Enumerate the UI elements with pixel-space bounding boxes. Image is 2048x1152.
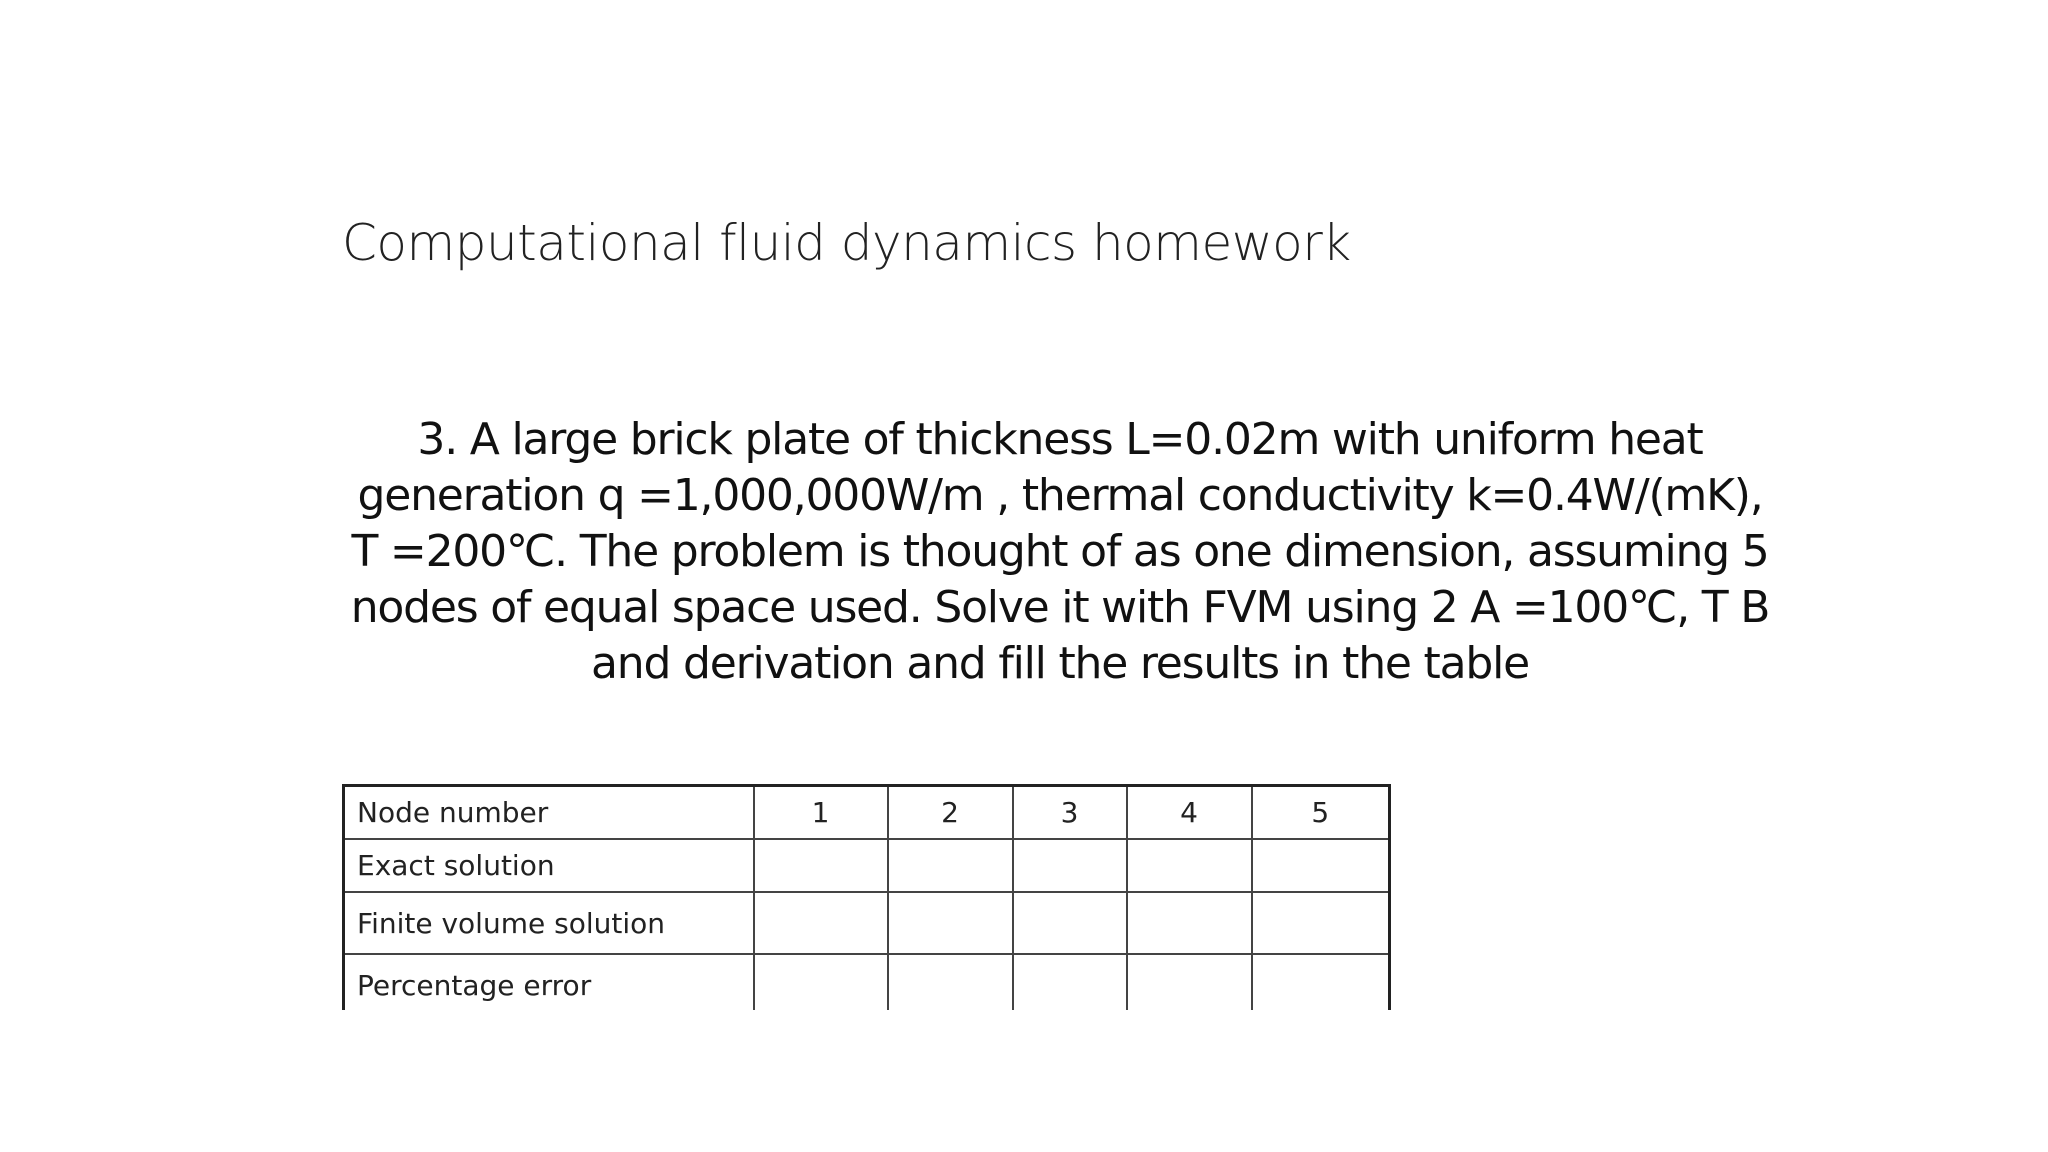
node-number-cell: 3 bbox=[1013, 786, 1127, 840]
problem-line: 3. A large brick plate of thickness L=0.02m with uniform heat bbox=[417, 414, 1703, 465]
results-table-container bbox=[342, 784, 1392, 1010]
row-label: Percentage error bbox=[344, 954, 754, 1010]
problem-statement bbox=[340, 412, 1780, 692]
empty-cell bbox=[754, 839, 888, 892]
problem-line: and derivation and fill the results in the table bbox=[591, 638, 1529, 689]
empty-cell bbox=[1252, 839, 1390, 892]
node-number-cell: 2 bbox=[888, 786, 1013, 840]
results-table bbox=[342, 784, 1391, 1010]
empty-cell bbox=[888, 954, 1013, 1010]
empty-cell bbox=[1252, 954, 1390, 1010]
table-row-exact-solution bbox=[344, 839, 1390, 892]
table-row-percentage-error bbox=[344, 954, 1390, 1010]
empty-cell bbox=[1127, 954, 1252, 1010]
problem-line: generation q =1,000,000W/m , thermal conductivity k=0.4W/(mK), bbox=[357, 470, 1763, 521]
row-label: Exact solution bbox=[344, 839, 754, 892]
empty-cell bbox=[754, 892, 888, 954]
empty-cell bbox=[888, 839, 1013, 892]
node-number-cell: 4 bbox=[1127, 786, 1252, 840]
problem-line: nodes of equal space used. Solve it with FVM using 2 A =100℃, T B bbox=[350, 582, 1770, 633]
empty-cell bbox=[1013, 954, 1127, 1010]
empty-cell bbox=[1013, 892, 1127, 954]
empty-cell bbox=[1127, 892, 1252, 954]
empty-cell bbox=[1252, 892, 1390, 954]
node-number-cell: 1 bbox=[754, 786, 888, 840]
empty-cell bbox=[888, 892, 1013, 954]
row-label: Finite volume solution bbox=[344, 892, 754, 954]
empty-cell bbox=[1013, 839, 1127, 892]
slide-title: Computational fluid dynamics homework bbox=[342, 214, 1351, 272]
row-label: Node number bbox=[344, 786, 754, 840]
problem-line: T =200℃. The problem is thought of as one dimension, assuming 5 bbox=[351, 526, 1769, 577]
node-number-cell: 5 bbox=[1252, 786, 1390, 840]
empty-cell bbox=[754, 954, 888, 1010]
table-row-node-number bbox=[344, 786, 1390, 840]
empty-cell bbox=[1127, 839, 1252, 892]
table-row-finite-volume-solution bbox=[344, 892, 1390, 954]
